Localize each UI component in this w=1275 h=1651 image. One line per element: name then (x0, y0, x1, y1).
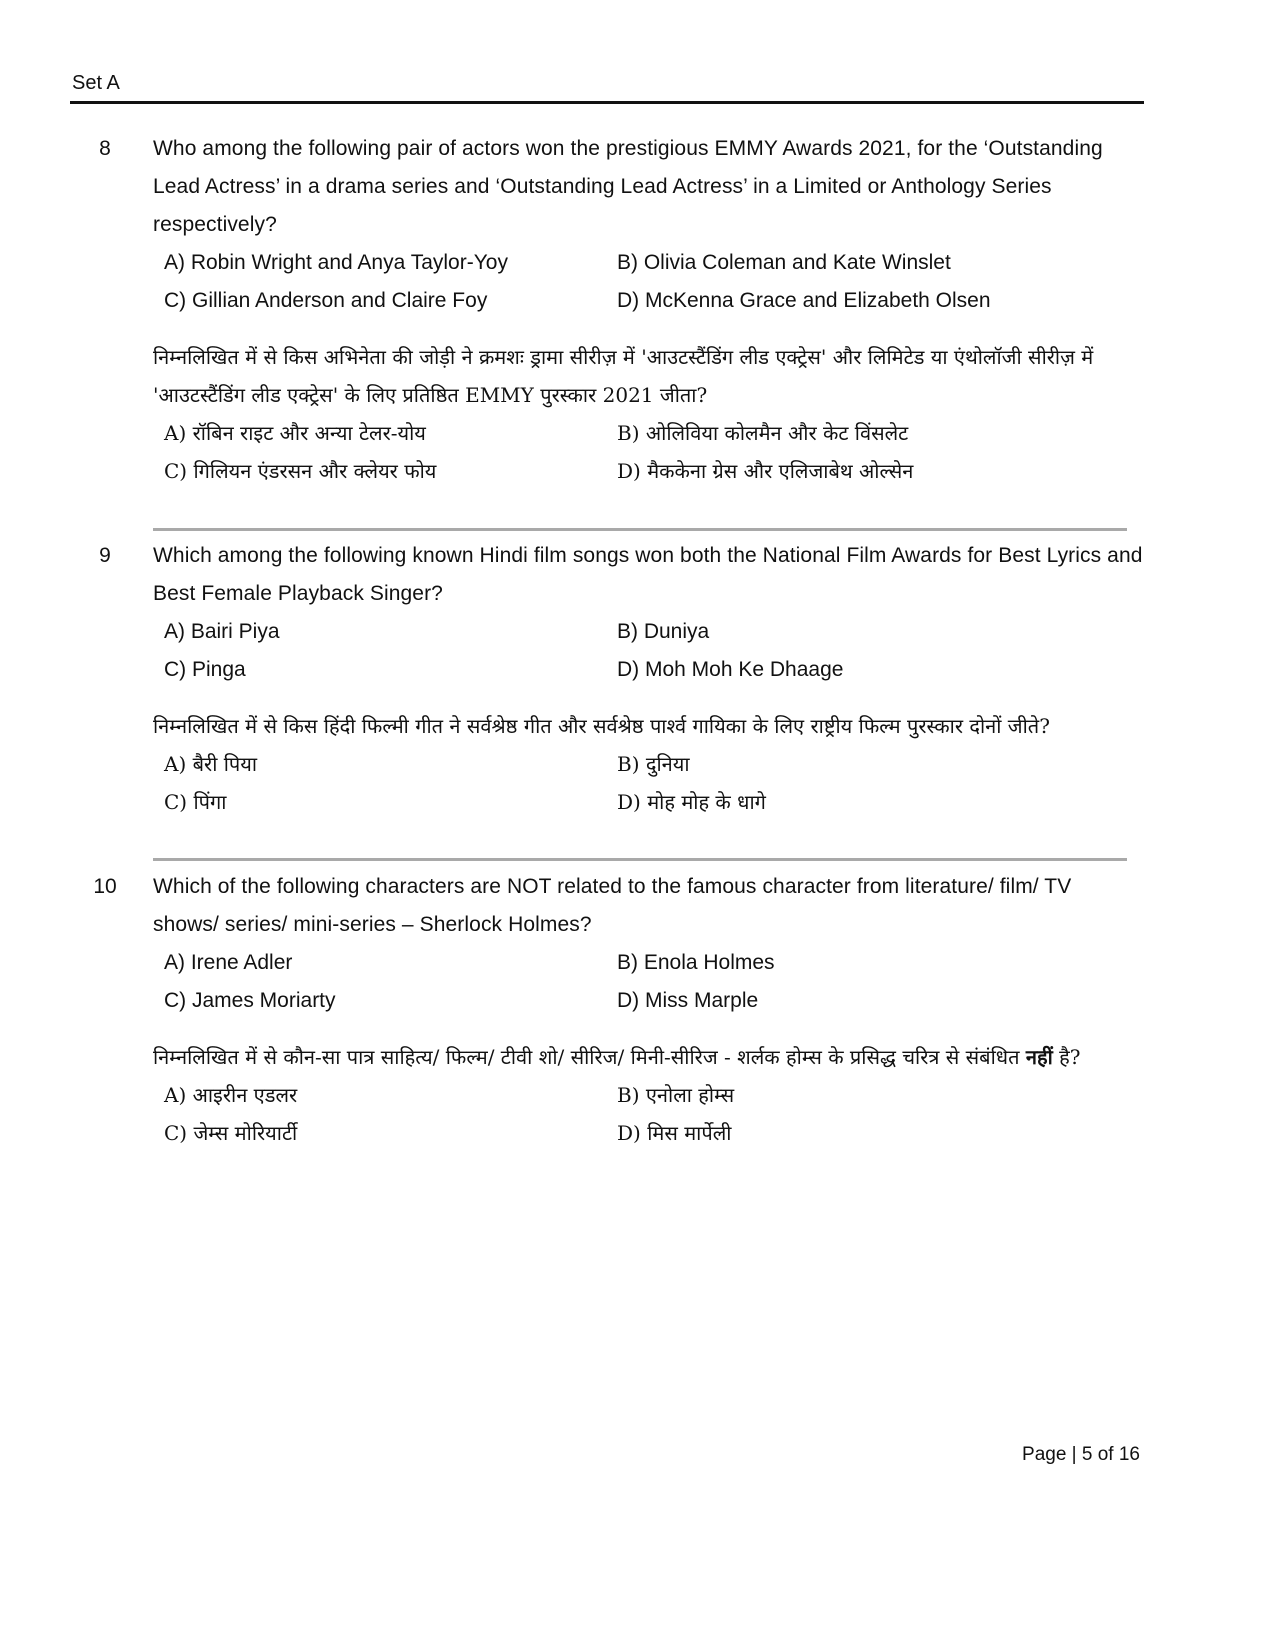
header-rule (70, 101, 1144, 104)
question-body (153, 537, 1143, 821)
option-a-hi: A) बैरी पिया (164, 752, 258, 776)
option-d-en: D) Moh Moh Ke Dhaage (617, 658, 844, 681)
option-d-hi: D) मोह मोह के धागे (617, 790, 766, 814)
options-hi (153, 414, 1143, 490)
question-body (153, 130, 1143, 490)
option-b-hi: B) एनोला होम्स (617, 1083, 735, 1107)
question-text-hi (153, 1038, 1143, 1076)
emphasis-not: नहीं (1025, 1045, 1053, 1069)
page-number: Page | 5 of 16 (1022, 1444, 1140, 1465)
option-a-hi: A) आइरीन एडलर (164, 1083, 298, 1107)
option-c-en: C) James Moriarty (164, 989, 336, 1012)
question-number: 10 (93, 875, 117, 898)
question-text-hi-end: है? (1059, 1045, 1081, 1069)
section-divider (153, 528, 1127, 531)
option-b-hi: B) दुनिया (617, 752, 690, 776)
option-c-en: C) Gillian Anderson and Claire Foy (164, 289, 488, 312)
option-d-hi: D) मिस मार्पेली (617, 1121, 732, 1145)
option-c-hi: C) गिलियन एंडरसन और क्लेयर फोय (164, 459, 437, 483)
option-a-en: A) Bairi Piya (164, 620, 280, 643)
options-en (153, 944, 1143, 1020)
option-c-hi: C) पिंगा (164, 790, 227, 814)
option-a-en: A) Robin Wright and Anya Taylor-Yoy (164, 251, 508, 274)
option-b-en: B) Enola Holmes (617, 951, 775, 974)
option-a-en: A) Irene Adler (164, 951, 293, 974)
option-b-en: B) Duniya (617, 620, 710, 643)
option-a-hi: A) रॉबिन राइट और अन्या टेलर-योय (164, 421, 426, 445)
question-number: 8 (99, 137, 111, 160)
options-hi (153, 745, 1143, 821)
options-en (153, 244, 1143, 320)
question-number: 9 (99, 544, 111, 567)
option-b-hi: B) ओलिविया कोलमैन और केट विंसलेट (617, 421, 909, 445)
question-text-en: Which of the following characters are NOT related to the famous character from literature/ film/ TV shows/ series/ mini-series – Sherlock Holmes? (153, 875, 1072, 936)
option-c-en: C) Pinga (164, 658, 246, 681)
section-divider (153, 858, 1127, 861)
option-d-hi: D) मैककेना ग्रेस और एलिजाबेथ ओल्सेन (617, 459, 914, 483)
question-text-en: Which among the following known Hindi film songs won both the National Film Awards for Best Lyrics and Best Female Playback Singer? (153, 544, 1143, 605)
option-b-en: B) Olivia Coleman and Kate Winslet (617, 251, 951, 274)
options-en (153, 613, 1143, 689)
question-body (153, 868, 1143, 1152)
question-text-en: Who among the following pair of actors won the prestigious EMMY Awards 2021, for the ‘Outstanding Lead Actress’ in a drama series and ‘Outstanding Lead Actress’ in a Limited or Anthology Series respectively? (153, 137, 1103, 236)
options-hi (153, 1076, 1143, 1152)
set-label: Set A (72, 72, 120, 94)
option-c-hi: C) जेम्स मोरियार्टी (164, 1121, 298, 1145)
question-text-hi: निम्नलिखित में से किस अभिनेता की जोड़ी ने क्रमशः ड्रामा सीरीज़ में 'आउटस्टैंडिंग लीड एक्ट्रेस' और लिमिटेड या एंथोलॉजी सीरीज़ में 'आउटस्टैंडिंग लीड एक्ट्रेस' के लिए प्रतिष्ठित EMMY पुरस्कार 2021 जीता? (153, 345, 1094, 407)
question-text-hi-main: निम्नलिखित में से कौन-सा पात्र साहित्य/ फिल्म/ टीवी शो/ सीरिज/ मिनी-सीरिज - शर्लक होम्स के प्रसिद्ध चरित्र से संबंधित (153, 1045, 1020, 1069)
option-d-en: D) McKenna Grace and Elizabeth Olsen (617, 289, 991, 312)
option-d-en: D) Miss Marple (617, 989, 759, 1012)
question-text-hi: निम्नलिखित में से किस हिंदी फिल्मी गीत ने सर्वश्रेष्ठ गीत और सर्वश्रेष्ठ पार्श्व गायिका के लिए राष्ट्रीय फिल्म पुरस्कार दोनों जीते? (153, 714, 1050, 738)
